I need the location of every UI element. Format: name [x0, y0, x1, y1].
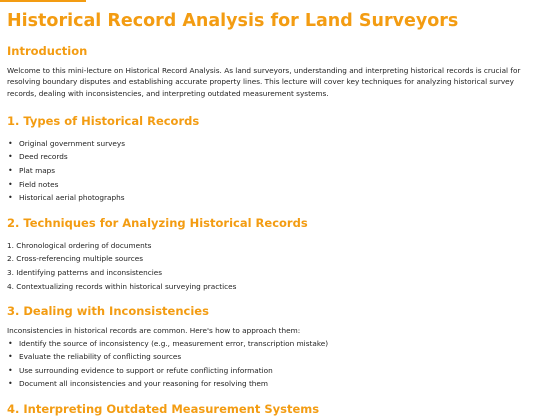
- section-introduction: [7, 43, 533, 99]
- section-inconsistencies: [7, 303, 533, 391]
- page-title: Historical Record Analysis for Land Surveyors: [7, 11, 459, 31]
- section-techniques: [7, 215, 533, 293]
- section-heading-measurement: 4. Interpreting Outdated Measurement Systems: [7, 401, 320, 416]
- techniques-list: [7, 239, 533, 293]
- section-heading-techniques: 2. Techniques for Analyzing Historical Records: [7, 215, 308, 230]
- types-list: [7, 137, 533, 205]
- list-item: • Document all inconsistencies and your reasoning for resolving them: [7, 377, 533, 391]
- list-item: • Plat maps: [7, 164, 533, 178]
- list-item: • Historical aerial photographs: [7, 191, 533, 205]
- section-measurement-systems: [7, 401, 533, 417]
- list-item: • Field notes: [7, 178, 533, 192]
- list-item: • Use surrounding evidence to support or refute conflicting information: [7, 364, 533, 378]
- list-item: • Deed records: [7, 150, 533, 164]
- list-item: 4. Contextualizing records within historical surveying practices: [7, 281, 237, 291]
- section-heading-introduction: Introduction: [7, 44, 88, 58]
- list-item: 1. Chronological ordering of documents: [7, 240, 152, 250]
- section-heading-types: 1. Types of Historical Records: [7, 113, 200, 128]
- list-item: • Original government surveys: [7, 137, 533, 151]
- list-item: • Identify the source of inconsistency (e.g., measurement error, transcription mistake): [7, 337, 533, 351]
- inconsistencies-list: [7, 337, 533, 391]
- list-item: 2. Cross-referencing multiple sources: [7, 254, 144, 264]
- top-accent-bar: [0, 0, 86, 2]
- inconsistencies-intro-text: Inconsistencies in historical records are common. Here's how to approach them:: [7, 326, 301, 336]
- list-item: • Evaluate the reliability of conflicting sources: [7, 350, 533, 364]
- list-item: 3. Identifying patterns and inconsistencies: [7, 268, 163, 278]
- section-types-of-records: [7, 113, 533, 205]
- section-heading-inconsistencies: 3. Dealing with Inconsistencies: [7, 304, 209, 319]
- introduction-paragraph: Welcome to this mini-lecture on Historical Record Analysis. As land surveyors, understanding and interpreting historical records is crucial for resolving boundary disputes and establishing accurate property lines. This lecture will cover key techniques for analyzing historical survey records, dealing with inconsistencies, and interpreting outdated measurement systems.: [7, 66, 521, 98]
